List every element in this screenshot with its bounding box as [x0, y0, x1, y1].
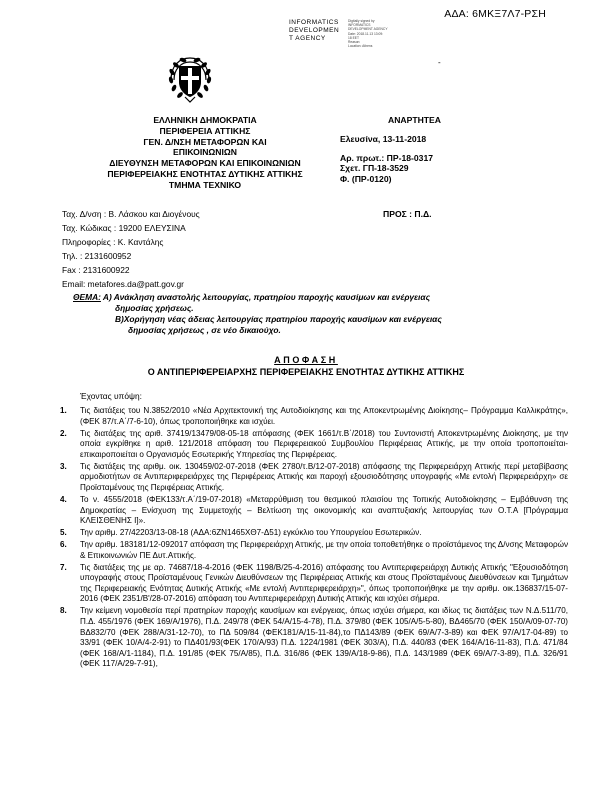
contact-postcode: Ταχ. Κώδικας : 19200 ΕΛΕΥΣΙΝΑ	[62, 222, 186, 233]
list-item	[60, 563, 568, 605]
item-text: Το ν. 4555/2018 (ΦΕΚ133/τ.Α΄/19-07-2018) «Μεταρρύθμιση του θεσμικού πλαισίου της Τοπικής Αυτοδιοίκησης – Εμβάθυνση της Δημοκρατίας – Ενίσχυση της Συμμετοχής – Βελτίωση της οικονομικής και αναπτυξιακής λειτουργίας των Ο.Τ.Α [Πρόγραμμα ΚΛΕΙΣΘΕΝΗΣ Ι]».	[80, 494, 568, 526]
considering-label: Έχοντας υπόψη:	[80, 391, 142, 401]
issuer-header	[80, 115, 330, 191]
considerations-list	[60, 406, 568, 671]
subject-a-line-2: δημοσίας χρήσεως.	[115, 302, 194, 313]
decision-title: ΑΠΟΦΑΣΗ	[274, 355, 338, 365]
related-reference: Σχετ. ΓΠ-18-3529	[340, 163, 409, 174]
list-item	[60, 495, 568, 527]
date-line: Ελευσίνα, 13-11-2018	[340, 133, 427, 144]
header-line: ΓΕΝ. Δ/ΝΣΗ ΜΕΤΑΦΟΡΩΝ ΚΑΙ	[143, 136, 267, 147]
signature-line-3: T AGENCY	[289, 35, 326, 42]
recipient: ΠΡΟΣ : Π.Δ.	[383, 209, 432, 219]
contact-person: Πληροφορίες : Κ. Καντάλης	[62, 236, 164, 247]
dash-mark: -	[438, 58, 441, 67]
contact-info	[62, 208, 200, 291]
signature-detail: Date: 2018.11.13 13:09:	[348, 31, 384, 36]
list-item	[60, 606, 568, 670]
contact-address: Ταχ. Δ/νση : Β. Λάσκου και Διογένους	[62, 209, 200, 219]
signature-detail: DEVELOPMENT AGENCY	[348, 27, 388, 32]
signature-detail: INFORMATICS	[348, 23, 371, 28]
item-number: 4.	[60, 494, 67, 504]
protocol-number: Αρ. πρωτ.: ΠΡ-18-0317	[340, 152, 434, 163]
header-line: ΤΜΗΜΑ ΤΕΧΝΙΚΟ	[168, 179, 242, 190]
contact-email: Email: metafores.da@patt.gov.gr	[62, 278, 184, 289]
item-text: Την αριθμ. 27/42203/13-08-18 (ΑΔΑ:6ΖΝ1465ΧΘ7-Δ51) εγκύκλιο του Υπουργείου Εσωτερικών.	[80, 528, 422, 538]
document-reference	[340, 115, 441, 185]
header-line: ΠΕΡΙΦΕΡΕΙΑ ΑΤΤΙΚΗΣ	[159, 125, 251, 136]
subject-label: ΘΕΜΑ:	[73, 292, 101, 302]
posting-status: ΑΝΑΡΤΗΤΕΑ	[388, 115, 441, 125]
header-line: ΕΠΙΚΟΙΝΩΝΙΩΝ	[173, 147, 237, 158]
list-item	[60, 540, 568, 561]
decision-heading	[0, 355, 612, 378]
item-text: Την αριθμ. 183181/12-092017 απόφαση της Περιφερειάρχη Αττικής, με την οποία τοποθετήθηκε ο προϊστάμενος της Δ/νσης Μεταφορών & Επικοινωνιών ΠΕ Δυτ.Αττικής.	[80, 540, 568, 560]
signature-detail: Location: Athens	[348, 44, 373, 49]
list-item	[60, 429, 568, 461]
folder-reference: Φ. (ΠΡ-0120)	[340, 174, 392, 185]
subject-b-line-2: δημοσίας χρήσεως , σε νέο δικαιούχο.	[128, 324, 281, 335]
greek-emblem-icon	[163, 52, 217, 106]
item-number: 1.	[60, 406, 67, 415]
subject-block	[73, 292, 553, 335]
list-item	[60, 462, 568, 494]
signature-line-1: INFORMATICS	[289, 19, 339, 26]
item-number: 8.	[60, 606, 67, 616]
item-text: Τις διατάξεις της αριθ. 37419/13479/08-05-18 απόφασης (ΦΕΚ 1661/τ.Β΄/2018) του Συντονιστή Αποκεντρωμένης Διοίκησης, με την οποία εγκρίθηκε η αριθ. 121/2018 απόφαση του Περιφερειακού Συμβουλίου Περιφέρειας Αττικής, με την οποία τροποποιείται-επικαιροποιείται ο Οργανισμός Εσωτερικής Υπηρεσίας της Περιφέρειας.	[80, 428, 568, 459]
signature-block	[289, 19, 339, 43]
item-number: 3.	[60, 461, 67, 471]
item-text: Την κείμενη νομοθεσία περί πρατηρίων παροχής καυσίμων και ενέργειας, όπως ισχύει σήμερα, και ιδίως τις διατάξεις των Ν.Δ.511/70, Π.Δ. 455/1976 (ΦΕΚ 169/Α/1976), Π.Δ. 249/78 (ΦΕΚ 54/Α/15-4-78), Π.Δ. 379/80 (ΦΕΚ 105/Α/5-5-80), ΒΔ465/70 (ΦΕΚ 150/Α/09-07-70) ΒΔ832/70 (ΦΕΚ 288/Α/31-12-70), το ΠΔ 509/84 (ΦΕΚ181/Α/15-11-84),το ΠΔ143/89 (ΦΕΚ 69/Α/7-3-89) και ΦΕΚ 97/Α/17-04-89) το 33/91 (ΦΕΚ 10/Α/4-2-91) το ΠΔ401/93(ΦΕΚ 170/Α/93) Π.Δ. 1224/1981 (ΦΕΚ 303/Α), Π.Δ. 440/83 (ΦΕΚ 164/Α/16-11-83), Π.Δ. 471/84 (ΦΕΚ 168/Α/1-1184), Π.Δ. 191/85 (ΦΕΚ 75/Α/85), Π.Δ. 316/86 (ΦΕΚ 139/Α/18-9-86), Π.Δ. 143/1989 (ΦΕΚ 69/Α/7-3-89), Π.Δ. 326/91 (ΦΕΚ 117/Α/29-7-91),	[80, 606, 568, 669]
signature-detail: Reason:	[348, 40, 361, 45]
item-number: 5.	[60, 528, 67, 538]
list-item	[60, 528, 568, 539]
contact-phone: Τηλ. : 2131600952	[62, 250, 132, 261]
signature-line-2: DEVELOPMEN	[289, 27, 340, 34]
decision-subtitle: Ο ΑΝΤΙΠΕΡΙΦΕΡΕΙΑΡΧΗΣ ΠΕΡΙΦΕΡΕΙΑΚΗΣ ΕΝΟΤΗΤΑΣ ΔΥΤΙΚΗΣ ΑΤΤΙΚΗΣ	[147, 366, 465, 377]
item-number: 6.	[60, 540, 67, 550]
list-item	[60, 406, 568, 427]
header-line: ΠΕΡΙΦΕΡΕΙΑΚΗΣ ΕΝΟΤΗΤΑΣ ΔΥΤΙΚΗΣ ΑΤΤΙΚΗΣ	[107, 168, 303, 179]
signature-detail: 18 EET	[348, 35, 359, 40]
item-text: Τις διατάξεις της αριθμ. οικ. 130459/02-07-2018 (ΦΕΚ 2780/τ.Β/12-07-2018) απόφασης της Περιφερειάρχη Αττικής περί μεταβίβασης αρμοδιοτήτων σε Αντιπεριφερειάρχες της Περιφέρειας Αττικής και παροχή εξουσιοδότησης υπογραφής «Με εντολή Περιφερειάρχη» σε Προϊσταμένους της Περιφέρειας Αττικής.	[80, 461, 568, 492]
signature-details	[348, 19, 388, 48]
subject-b-line-1: Β)Χορήγηση νέας άδειας λειτουργίας πρατηρίου παροχής καυσίμων και ενέργειας	[115, 314, 442, 324]
signature-detail: Digitally signed by	[348, 19, 375, 23]
header-line: ΕΛΛΗΝΙΚΗ ΔΗΜΟΚΡΑΤΙΑ	[153, 115, 257, 125]
item-number: 7.	[60, 562, 67, 572]
item-text: Τις διατάξεις του Ν.3852/2010 «Νέα Αρχιτεκτονική της Αυτοδιοίκησης και της Αποκεντρωμένης Διοίκησης– Πρόγραμμα Καλλικράτης», (ΦΕΚ 87/τ.Α΄/7-6-10), όπως τροποποιήθηκε και ισχύει.	[80, 406, 568, 426]
contact-fax: Fax : 2131600922	[62, 264, 130, 275]
item-text: Τις διατάξεις της με αρ. 74687/18-4-2016 (ΦΕΚ 1198/Β/25-4-2016) απόφασης του Αντιπεριφερειάρχη Δυτικής Αττικής "Εξουσιοδότηση υπογραφής στους Προϊσταμένους Γενικών Διευθύνσεων της Περιφέρειας Αττικής και στους Προϊσταμένους Διευθύνσεων και Τμημάτων της Περιφερειακής Ενότητας Δυτικής Αττικής «Με εντολή Αντιπεριφερειάρχη»", όπως τροποποιήθηκε με την αριθμ. οικ.136837/15-07-2016 (ΦΕΚ 2351/Β'/28-07-2016) απόφαση του Αντιπεριφερειάρχη Δυτικής Αττικής και ισχύει σήμερα.	[80, 562, 568, 604]
item-number: 2.	[60, 428, 67, 438]
header-line: ΔΙΕΥΘΥΝΣΗ ΜΕΤΑΦΟΡΩΝ ΚΑΙ ΕΠΙΚΟΙΝΩΝΙΩΝ	[109, 158, 301, 169]
subject-a-line-1: Α) Ανάκληση αναστολής λειτουργίας, πρατηρίου παροχής καυσίμων και ενέργειας	[100, 292, 431, 302]
ada-code: ΑΔΑ: 6ΜΚΞ7Λ7-ΡΣΗ	[444, 8, 546, 20]
